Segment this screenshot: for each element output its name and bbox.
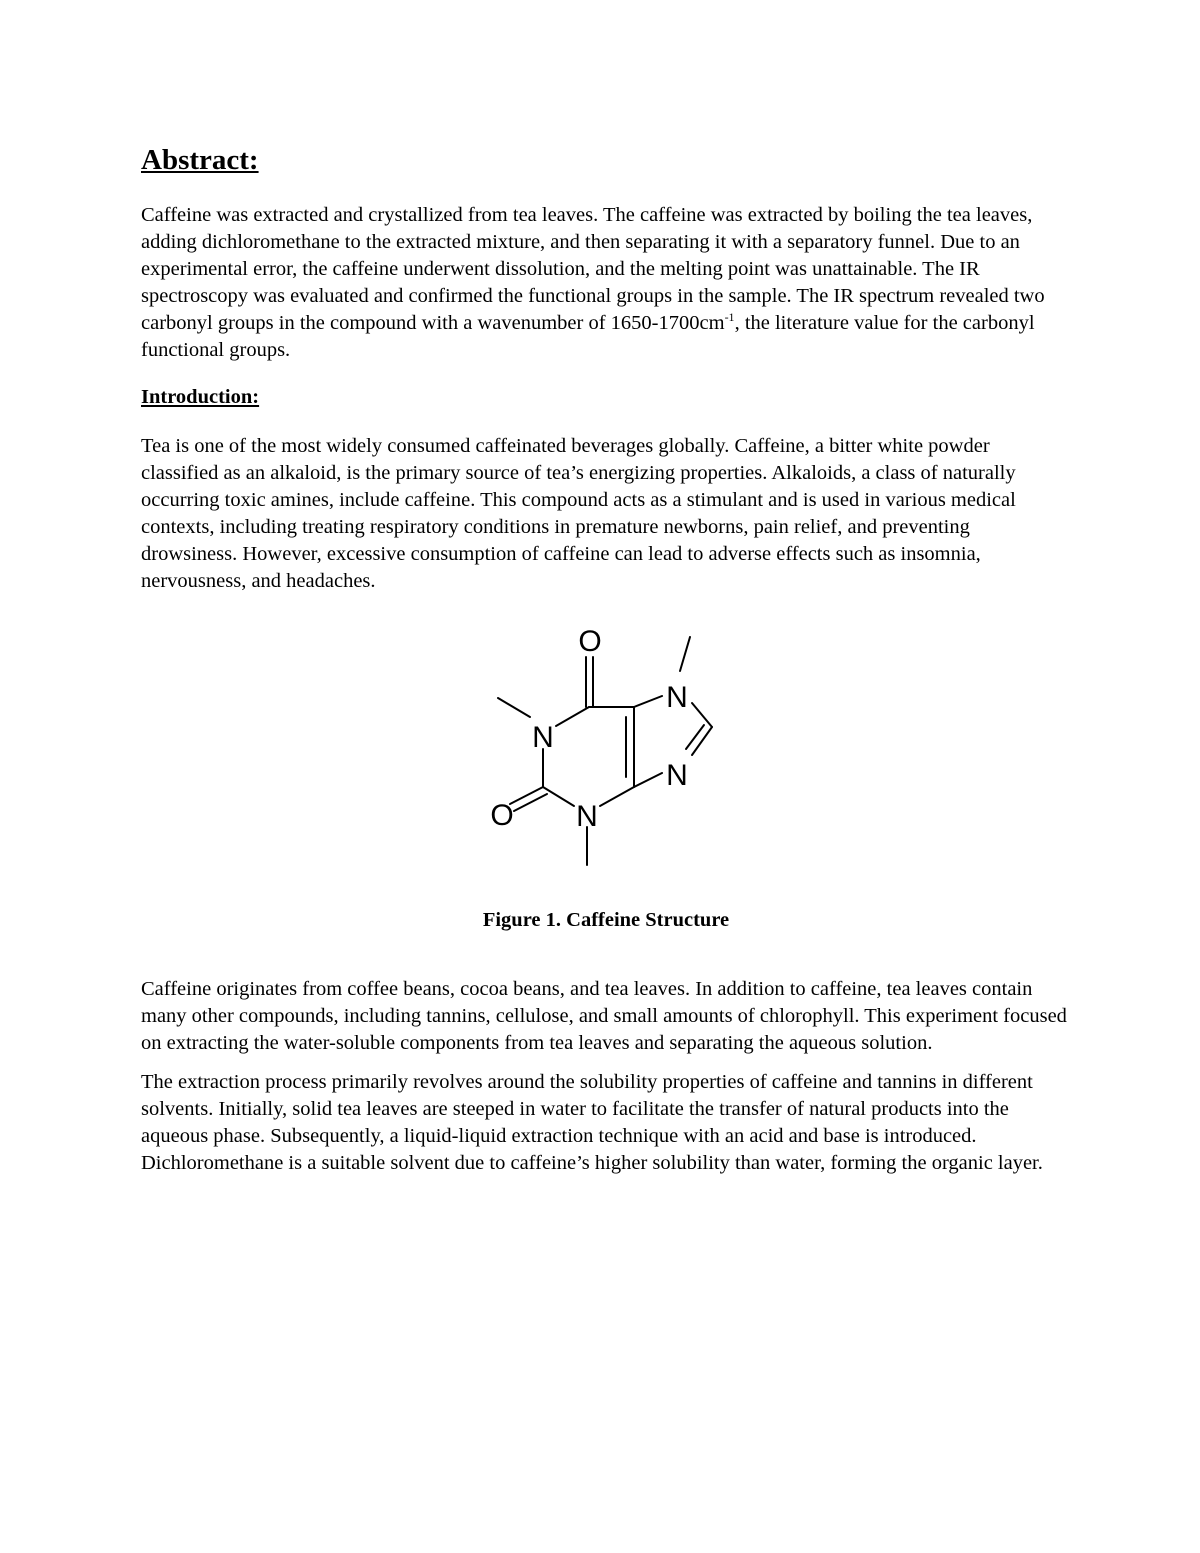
introduction-paragraph-1: Tea is one of the most widely consumed caffeinated beverages globally. Caffeine, a bitter white powder classified as an alkaloid, is the primary source of tea’s energizing properties. Alkaloids, a class of naturally occurring toxic amines, include caffeine. This compound acts as a stimulant and is used in various medical contexts, including treating respiratory conditions in premature newborns, pain relief, and preventing drowsiness. However, excessive consumption of caffeine can lead to adverse effects such as insomnia, nervousness, and headaches. <box>141 435 1016 592</box>
bond-c8-n9-a <box>692 727 712 755</box>
bond-n7-methyl <box>680 637 690 671</box>
bond-n7-c8 <box>692 703 712 727</box>
abstract-text-main: Caffeine was extracted and crystallized from tea leaves. The caffeine was extracted by boiling the tea leaves, adding dichloromethane to the extracted mixture, and then separating it with a separatory funnel. Due to an experimental error, the caffeine underwent dissolution, and the melting point was unattainable. The IR spectroscopy was evaluated and confirmed the functional groups in the sample. The IR spectrum revealed two carbonyl groups in the compound with a wavenumber of 1650-1700cm <box>141 204 1045 334</box>
introduction-paragraph-3: The extraction process primarily revolves around the solubility properties of caffeine and tannins in different solvents. Initially, solid tea leaves are steeped in water to facilitate the transfer of natural products into the aqueous phase. Subsequently, a liquid-liquid extraction technique with an acid and base is introduced. Dichloromethane is a suitable solvent due to caffeine’s higher solubility than water, forming the organic layer. <box>141 1071 1043 1174</box>
introduction-paragraph-2: Caffeine originates from coffee beans, cocoa beans, and tea leaves. In addition to caffeine, tea leaves contain many other compounds, including tannins, cellulose, and small amounts of chlorophyll. This experiment focused on extracting the water-soluble components from tea leaves and separating the aqueous solution. <box>141 978 1067 1054</box>
bond-c8-n9-b <box>686 725 704 749</box>
bond-c2-o-left-a <box>510 787 543 804</box>
abstract-text-end: , the literature value for the carbonyl functional groups. <box>141 312 1035 361</box>
atom-n3: N <box>576 800 598 833</box>
atom-o-left: O <box>490 799 514 832</box>
document-body <box>141 140 1071 1177</box>
introduction-heading: Introduction: <box>141 386 260 408</box>
bond-n3-c4 <box>600 787 634 806</box>
abstract-heading: Abstract: <box>141 144 259 176</box>
bond-n9-c4 <box>634 773 662 787</box>
caffeine-structure-diagram <box>476 607 736 907</box>
bond-c2-o-left-b <box>514 794 547 811</box>
atom-n7: N <box>666 681 688 714</box>
bond-c5-n7 <box>634 696 662 707</box>
wavenumber-exponent: -1 <box>724 310 735 325</box>
bond-c6-n1 <box>556 707 589 726</box>
caffeine-structure-figure <box>141 607 1071 907</box>
atom-n9: N <box>666 759 688 792</box>
bond-c2-n3 <box>543 787 574 806</box>
bond-n1-methyl <box>498 698 530 717</box>
figure-caption: Figure 1. Caffeine Structure <box>482 909 730 931</box>
atom-o-top: O <box>578 625 602 658</box>
abstract-paragraph <box>141 202 1071 364</box>
atom-n1: N <box>532 721 554 754</box>
